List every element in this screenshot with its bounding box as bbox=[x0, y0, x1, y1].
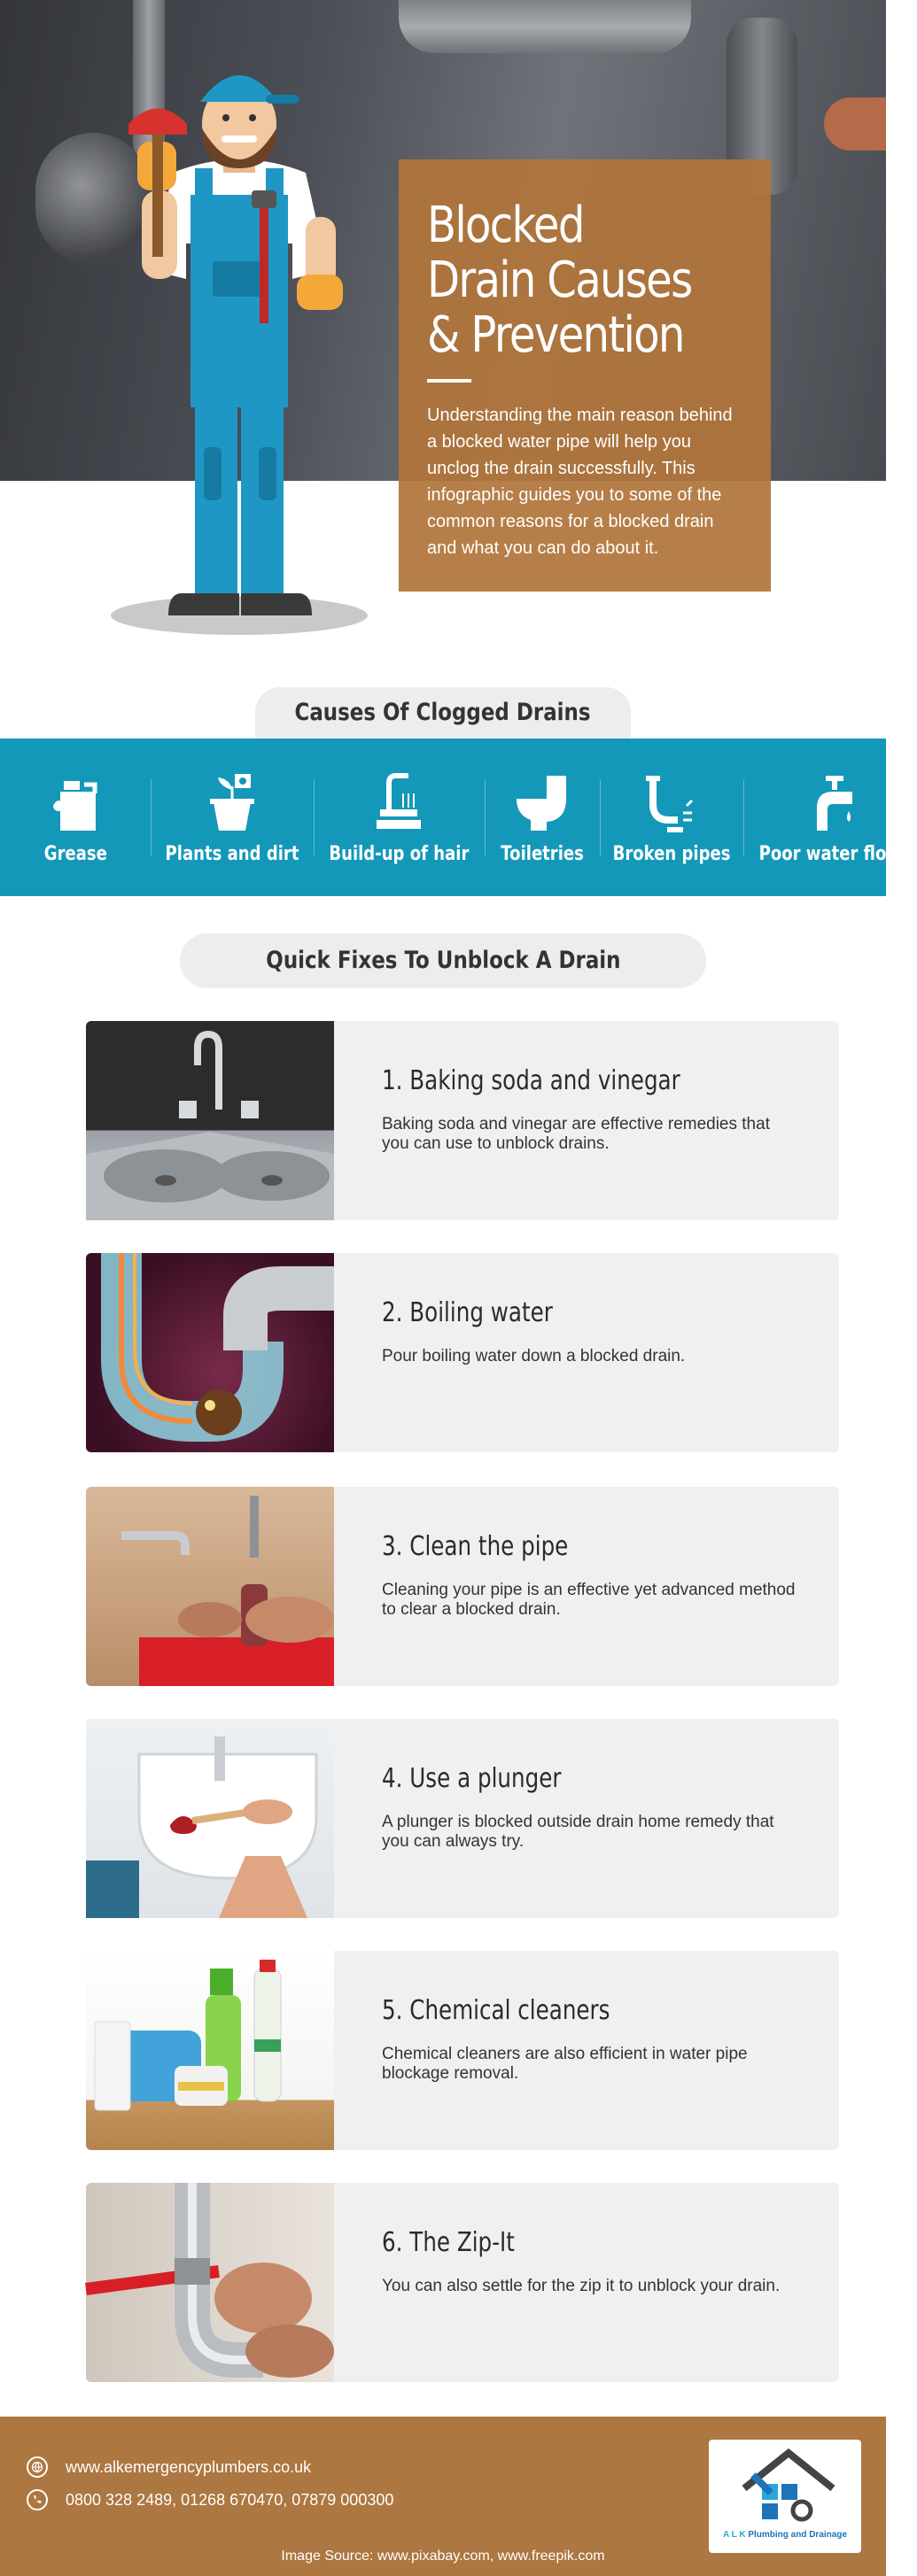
fixes-heading: Quick Fixes To Unblock A Drain bbox=[180, 933, 706, 988]
plunger-photo bbox=[86, 1719, 334, 1918]
cause-poor-water-flow bbox=[743, 739, 917, 896]
fix-description: Baking soda and vinegar are effective remedies that you can use to unblock drains. bbox=[382, 1115, 770, 1153]
fix-title: 1. Baking soda and vinegar bbox=[382, 1065, 680, 1096]
fix-card-baking-soda bbox=[86, 1021, 839, 1220]
faucet-icon bbox=[799, 772, 861, 834]
fix-title: 2. Boiling water bbox=[382, 1297, 553, 1328]
footer-website-row bbox=[27, 2456, 311, 2478]
cause-toiletries bbox=[485, 739, 600, 896]
fix-description: A plunger is blocked outside drain home remedy that you can always try. bbox=[382, 1813, 774, 1851]
causes-heading: Causes Of Clogged Drains bbox=[255, 687, 631, 739]
title-line-1: Blocked bbox=[427, 197, 584, 254]
title-line-2: Drain Causes bbox=[427, 251, 692, 309]
cause-label: Grease bbox=[43, 843, 107, 865]
fix-title: 6. The Zip-It bbox=[382, 2227, 515, 2258]
phone-icon bbox=[27, 2489, 48, 2510]
cause-label: Toiletries bbox=[500, 843, 584, 865]
pipe-clog-illustration bbox=[86, 1253, 334, 1452]
plant-pot-icon bbox=[201, 772, 263, 834]
intro-text: Understanding the main reason behind a blocked water pipe will help you unclog the drain successfully. This infographic guides you to some of the common reasons for a blocked drain and what you can do about it. bbox=[427, 406, 733, 558]
title-line-3: & Prevention bbox=[427, 306, 684, 364]
fix-card-zip-it bbox=[86, 2183, 839, 2382]
title-divider bbox=[427, 379, 471, 383]
fix-card-boiling-water bbox=[86, 1253, 839, 1452]
footer-phone-row bbox=[27, 2489, 393, 2510]
cause-label: Build-up of hair bbox=[329, 843, 470, 865]
fix-card-clean-the-pipe bbox=[86, 1487, 839, 1686]
plumber-illustration bbox=[89, 40, 390, 642]
title-panel bbox=[399, 159, 771, 592]
fix-card-use-a-plunger bbox=[86, 1719, 839, 1918]
broken-pipe-icon bbox=[641, 772, 703, 834]
cause-label: Plants and dirt bbox=[165, 843, 299, 865]
alk-logo bbox=[709, 2440, 861, 2553]
fix-title: 3. Clean the pipe bbox=[382, 1531, 569, 1562]
hero-section bbox=[0, 0, 886, 655]
website-link[interactable]: www.alkemergencyplumbers.co.uk bbox=[66, 2457, 312, 2476]
pipe-wrench-photo bbox=[86, 2183, 334, 2382]
fix-description: Cleaning your pipe is an effective yet advanced method to clear a blocked drain. bbox=[382, 1581, 796, 1619]
fix-description: Chemical cleaners are also efficient in water pipe blockage removal. bbox=[382, 2045, 748, 2083]
fix-description: You can also settle for the zip it to unblock your drain. bbox=[382, 2277, 781, 2295]
phone-numbers[interactable]: 0800 328 2489, 01268 670470, 07879 000300 bbox=[66, 2490, 394, 2509]
causes-bar bbox=[0, 739, 901, 896]
toilet-icon bbox=[511, 772, 573, 834]
cause-plants-and-dirt bbox=[151, 739, 314, 896]
cause-label: Poor water flow bbox=[758, 843, 901, 865]
sink-photo bbox=[86, 1021, 334, 1220]
pipe-cleaning-photo bbox=[86, 1487, 334, 1686]
cleaning-products-photo bbox=[86, 1951, 334, 2150]
house-wrench-logo-icon bbox=[709, 2440, 861, 2528]
hair-drain-icon bbox=[368, 772, 430, 834]
globe-icon bbox=[27, 2456, 48, 2478]
fix-title: 5. Chemical cleaners bbox=[382, 1995, 610, 2026]
grease-jug-icon bbox=[44, 772, 106, 834]
fix-card-chemical-cleaners bbox=[86, 1951, 839, 2150]
cause-grease bbox=[0, 739, 151, 896]
page-title bbox=[427, 198, 747, 363]
cause-label: Broken pipes bbox=[612, 843, 731, 865]
logo-wordmark: A L K Plumbing and Drainage bbox=[722, 2530, 848, 2540]
fix-description: Pour boiling water down a blocked drain. bbox=[382, 1347, 686, 1365]
image-source-credit: Image Source: www.pixabay.com, www.freepik.com bbox=[281, 2549, 605, 2564]
fix-title: 4. Use a plunger bbox=[382, 1763, 562, 1794]
cause-broken-pipes bbox=[600, 739, 743, 896]
cause-build-up-of-hair bbox=[314, 739, 485, 896]
